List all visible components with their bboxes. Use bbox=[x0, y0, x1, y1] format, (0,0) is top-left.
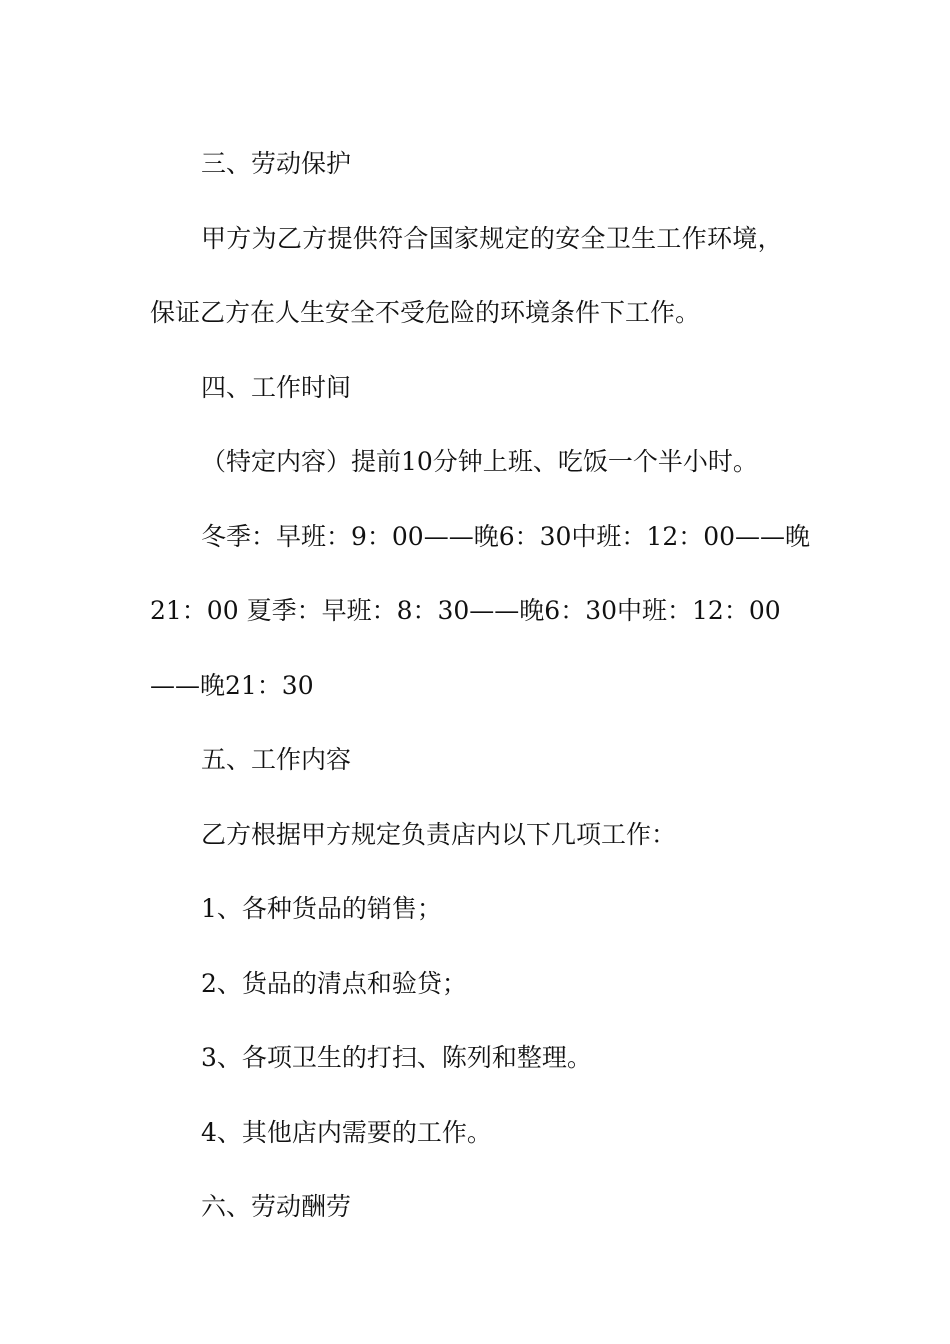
paragraph-line: 甲方为乙方提供符合国家规定的安全卫生工作环境， bbox=[201, 223, 783, 253]
list-item: 3、各项卫生的打扫、陈列和整理。 bbox=[201, 1043, 592, 1072]
paragraph-line: 保证乙方在人生安全不受危险的环境条件下工作。 bbox=[150, 298, 701, 327]
list-item: 2、货品的清点和验贷； bbox=[201, 968, 467, 998]
paragraph-line: 乙方根据甲方规定负责店内以下几项工作： bbox=[201, 819, 677, 849]
section-heading-work-content: 五、工作内容 bbox=[201, 745, 352, 774]
schedule-line: 21：00 夏季：早班：8：30——晚6：30中班：12：00 bbox=[150, 596, 781, 625]
schedule-line: 冬季：早班：9：00——晚6：30中班：12：00——晚 bbox=[201, 521, 811, 551]
document-body bbox=[150, 127, 810, 1245]
schedule-line: ——晚21：30 bbox=[150, 670, 314, 700]
section-heading-labor-protection: 三、劳动保护 bbox=[201, 149, 352, 178]
section-heading-remuneration: 六、劳动酬劳 bbox=[201, 1192, 352, 1221]
section-heading-work-hours: 四、工作时间 bbox=[201, 372, 352, 402]
paragraph-line: （特定内容）提前10分钟上班、吃饭一个半小时。 bbox=[201, 447, 758, 476]
list-item: 4、其他店内需要的工作。 bbox=[201, 1117, 492, 1147]
list-item: 1、各种货品的销售； bbox=[201, 894, 442, 923]
